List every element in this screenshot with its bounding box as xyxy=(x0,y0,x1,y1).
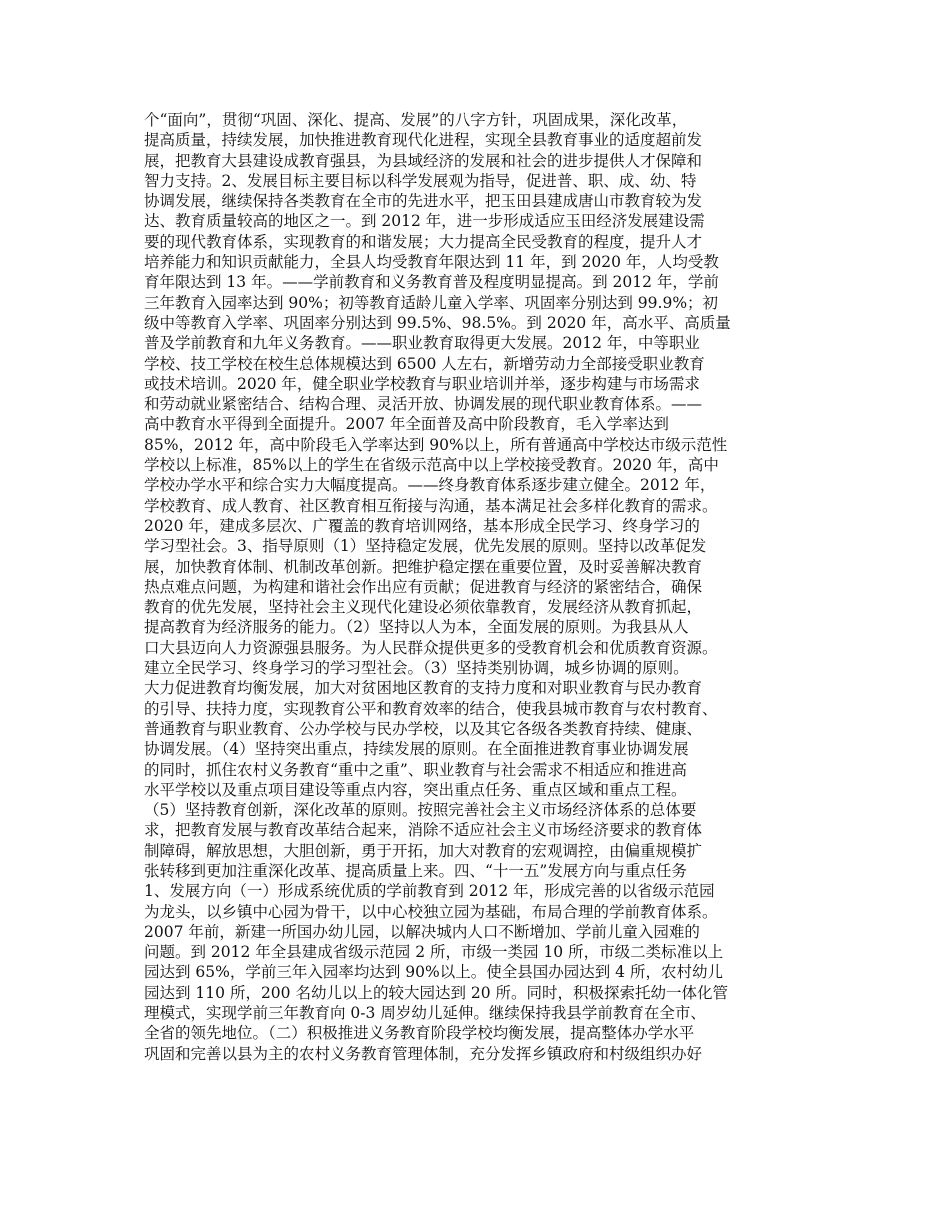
text-line: 培养能力和知识贡献能力，全县人均受教育年限达到 11 年，到 2020 年，人均受教 xyxy=(144,253,719,272)
text-line: 问题。到 2012 年全县建成省级示范园 2 所，市级一类园 10 所，市级二类标准以上 xyxy=(144,943,724,962)
text-line: 全省的领先地位。（二）积极推进义务教育阶段学校均衡发展，提高整体办学水平 xyxy=(144,1024,695,1043)
text-line: 理模式，实现学前三年教育向 0-3 周岁幼儿延伸。继续保持我县学前教育在全市、 xyxy=(144,1004,706,1023)
text-line: 学校、技工学校在校生总体规模达到 6500 人左右，新增劳动力全部接受职业教育 xyxy=(144,354,705,373)
text-line: （5）坚持教育创新，深化改革的原则。按照完善社会主义市场经济体系的总体要 xyxy=(144,801,697,820)
text-line: 85%，2012 年，高中阶段毛入学率达到 90%以上，所有普通高中学校达市级示范性 xyxy=(144,435,728,454)
text-line: 学校以上标准，85%以上的学生在省级示范高中以上学校接受教育。2020 年，高中 xyxy=(144,456,719,475)
text-line: 求，把教育发展与教育改革结合起来，消除不适应社会主义市场经济要求的教育体 xyxy=(144,821,703,840)
text-line: 学校教育、成人教育、社区教育相互衔接与沟通，基本满足社会多样化教育的需求。 xyxy=(144,496,718,515)
text-line: 的同时，抓住农村义务教育“重中之重”、职业教育与社会需求不相适应和推进高 xyxy=(144,760,687,779)
text-line: 1、发展方向（一）形成系统优质的学前教育到 2012 年，形成完善的以省级示范园 xyxy=(144,882,715,901)
text-line: 2007 年前，新建一所国办幼儿园，以解决城内人口不断增加、学前儿童入园难的 xyxy=(144,922,700,941)
text-line: 园达到 110 所，200 名幼儿以上的较大园达到 20 所。同时，积极探索托幼一体化管 xyxy=(144,983,729,1002)
text-line: 级中等教育入学率、巩固率分别达到 99.5%、98.5%。到 2020 年，高水平、高质量 xyxy=(144,313,731,332)
text-line: 园达到 65%，学前三年入园率均达到 90%以上。使全县国办园达到 4 所，农村幼儿 xyxy=(144,963,723,982)
text-line: 张转移到更加注重深化改革、提高质量上来。四、“十一五”发展方向与重点任务 xyxy=(144,861,687,880)
text-line: 展，加快教育体制、机制改革创新。把维护稳定摆在重要位置，及时妥善解决教育 xyxy=(144,557,703,576)
text-line: 协调发展，继续保持各类教育在全市的先进水平，把玉田县建成唐山市教育较为发 xyxy=(144,192,703,211)
text-line: 协调发展。（4）坚持突出重点，持续发展的原则。在全面推进教育事业协调发展 xyxy=(144,740,689,759)
text-line: 智力支持。2、发展目标主要目标以科学发展观为指导，促进普、职、成、幼、特 xyxy=(144,171,697,190)
text-line: 大力促进教育均衡发展，加大对贫困地区教育的支持力度和对职业教育与民办教育 xyxy=(144,679,703,698)
body-text xyxy=(144,110,844,1064)
text-line: 提高质量，持续发展，加快推进教育现代化进程，实现全县教育事业的适度超前发 xyxy=(144,131,703,150)
text-line: 巩固和完善以县为主的农村义务教育管理体制，充分发挥乡镇政府和村级组织办好 xyxy=(144,1044,703,1063)
text-line: 和劳动就业紧密结合、结构合理、灵活开放、协调发展的现代职业教育体系。—— xyxy=(144,395,703,414)
text-line: 为龙头，以乡镇中心园为骨干，以中心校独立园为基础，布局合理的学前教育体系。 xyxy=(144,902,718,921)
text-line: 的引导、扶持力度，实现教育公平和教育效率的结合，使我县城市教育与农村教育、 xyxy=(144,699,718,718)
text-line: 学校办学水平和综合实力大幅度提高。——终身教育体系逐步建立健全。2012 年， xyxy=(144,476,716,495)
text-line: 热点难点问题，为构建和谐社会作出应有贡献；促进教育与经济的紧密结合，确保 xyxy=(144,577,703,596)
text-line: 要的现代教育体系，实现教育的和谐发展；大力提高全民受教育的程度，提升人才 xyxy=(144,232,703,251)
text-line: 2020 年，建成多层次、广覆盖的教育培训网络，基本形成全民学习、终身学习的 xyxy=(144,516,700,535)
text-line: 三年教育入园率达到 90%；初等教育适龄儿童入学率、巩固率分别达到 99.9%；初 xyxy=(144,293,719,312)
text-line: 教育的优先发展，坚持社会主义现代化建设必须依靠教育，发展经济从教育抓起， xyxy=(144,598,703,617)
text-line: 口大县迈向人力资源强县服务。为人民群众提供更多的受教育机会和优质教育资源。 xyxy=(144,638,718,657)
text-line: 达、教育质量较高的地区之一。到 2012 年，进一步形成适应玉田经济发展建设需 xyxy=(144,212,705,231)
text-line: 建立全民学习、终身学习的学习型社会。（3）坚持类别协调，城乡协调的原则。 xyxy=(144,659,689,678)
text-line: 水平学校以及重点项目建设等重点内容，突出重点任务、重点区域和重点工程。 xyxy=(144,780,687,799)
text-line: 育年限达到 13 年。——学前教育和义务教育普及程度明显提高。到 2012 年，学前 xyxy=(144,273,719,292)
text-line: 制障碍，解放思想，大胆创新，勇于开拓，加大对教育的宏观调控，由偏重规模扩 xyxy=(144,841,703,860)
text-line: 或技术培训。2020 年，健全职业学校教育与职业培训并举，逐步构建与市场需求 xyxy=(144,374,700,393)
text-line: 高中教育水平得到全面提升。2007 年全面普及高中阶段教育，毛入学率达到 xyxy=(144,415,669,434)
text-line: 个“面向”，贯彻“巩固、深化、提高、发展”的八字方针，巩固成果，深化改革， xyxy=(144,111,688,129)
text-line: 提高教育为经济服务的能力。（2）坚持以人为本，全面发展的原则。为我县从人 xyxy=(144,618,689,637)
text-line: 普通教育与职业教育、公办学校与民办学校，以及其它各级各类教育持续、健康、 xyxy=(144,719,703,738)
text-line: 普及学前教育和九年义务教育。——职业教育取得更大发展。2012 年，中等职业 xyxy=(144,334,700,353)
text-line: 学习型社会。3、指导原则（1）坚持稳定发展，优先发展的原则。坚持以改革促发 xyxy=(144,537,707,556)
text-line: 展，把教育大县建设成教育强县，为县域经济的发展和社会的进步提供人才保障和 xyxy=(144,151,703,170)
